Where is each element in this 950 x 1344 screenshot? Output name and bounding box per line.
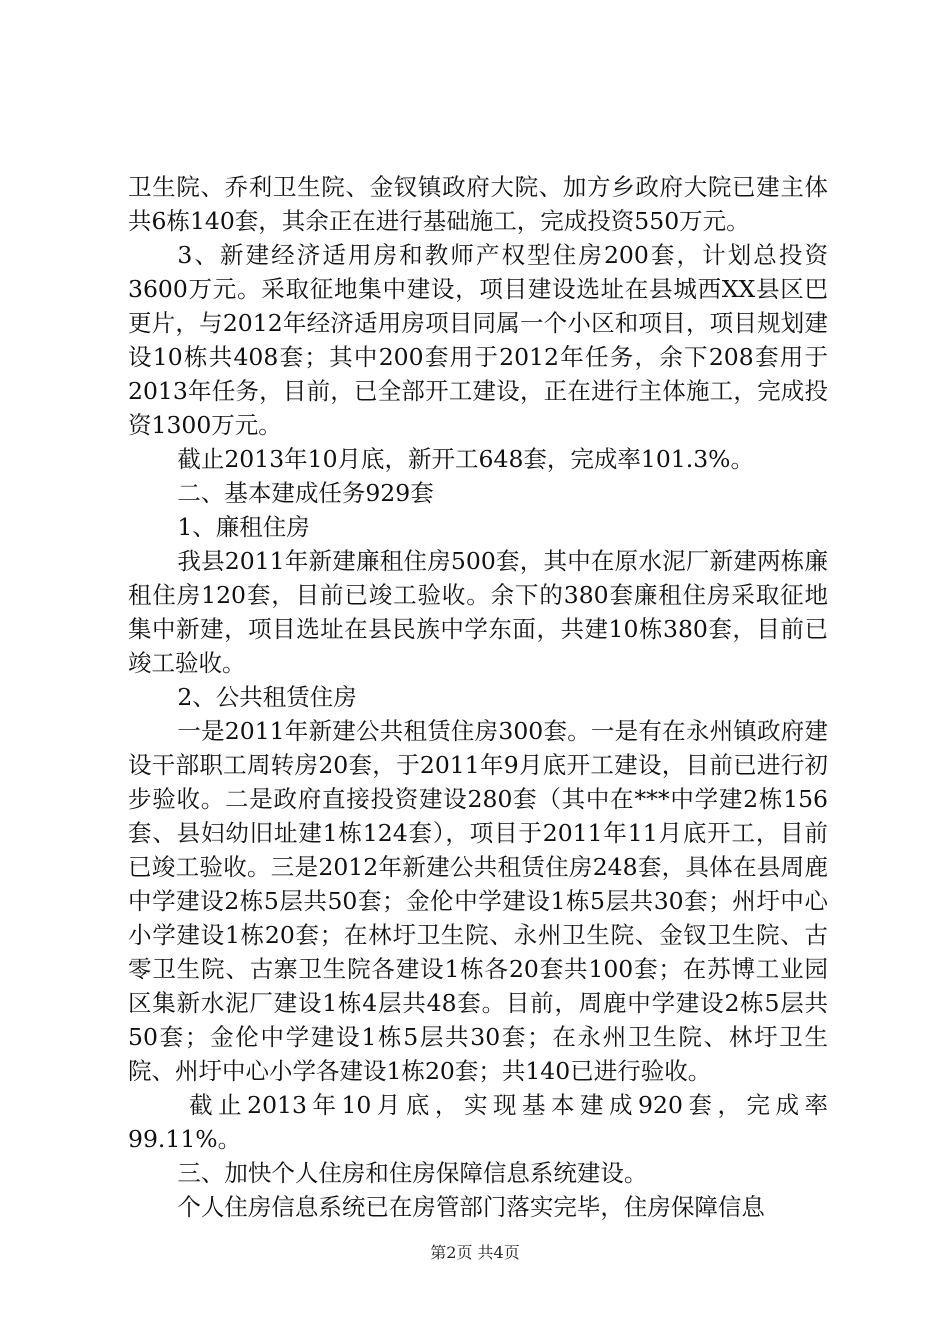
paragraph-completion-summary: 截止2013年10月底，实现基本建成920套，完成率99.11%。 [128,1091,828,1153]
paragraph-new-starts-summary: 截止2013年10月底，新开工648套，完成率101.3%。 [177,445,755,473]
paragraph-low-rent-housing: 我县2011年新建廉租住房500套，其中在原水泥厂新建两栋廉租住房120套，目前已竣工验收。余下的380套廉租住房采取征地集中新建，项目选址在县民族中学东面，共建10栋380套，目前已竣工验收。 [128,547,828,677]
section-heading-info-system: 三、加快个人住房和住房保障信息系统建设。 [177,1159,648,1187]
subheading-public-rental-housing: 2、公共租赁住房 [177,683,357,711]
paragraph-item-3-affordable-housing: 3、新建经济适用房和教师产权型住房200套，计划总投资3600万元。采取征地集中建设，项目建设选址在县城西XX县区巴更片，与2012年经济适用房项目同属一个小区和项目，项目规划建设10栋共408套；其中200套用于2012年任务，余下208套用于2013年任务，目前，已全部开工建设，正在进行主体施工，完成投资1300万元。 [128,241,828,439]
subheading-low-rent-housing: 1、廉租住房 [177,513,310,541]
paragraph-continued-clinics: 卫生院、乔利卫生院、金钗镇政府大院、加方乡政府大院已建主体共6栋140套，其余正在进行基础施工，完成投资550万元。 [128,173,828,235]
document-body [128,170,828,1224]
page-number-footer: 第2页 共4页 [430,1243,520,1262]
paragraph-public-rental-housing: 一是2011年新建公共租赁住房300套。一是有在永州镇政府建设干部职工周转房20套，于2011年9月底开工建设，目前已进行初步验收。二是政府直接投资建设280套（其中在***中学建2栋156套、县妇幼旧址建1栋124套），项目于2011年11月底开工，目前已竣工验收。三是2012年新建公共租赁住房248套，具体在县周鹿中学建设2栋5层共50套；金伦中学建设1栋5层共30套；州圩中心小学建设1栋20套；在林圩卫生院、永州卫生院、金钗卫生院、古零卫生院、古寨卫生院各建设1栋各20套共100套；在苏博工业园区集新水泥厂建设1栋4层共48套。目前，周鹿中学建设2栋5层共50套；金伦中学建设1栋5层共30套；在永州卫生院、林圩卫生院、州圩中心小学各建设1栋20套；共140已进行验收。 [128,717,828,1085]
section-heading-basic-completion: 二、基本建成任务929套 [177,479,434,507]
paragraph-info-system: 个人住房信息系统已在房管部门落实完毕，住房保障信息 [177,1193,765,1221]
